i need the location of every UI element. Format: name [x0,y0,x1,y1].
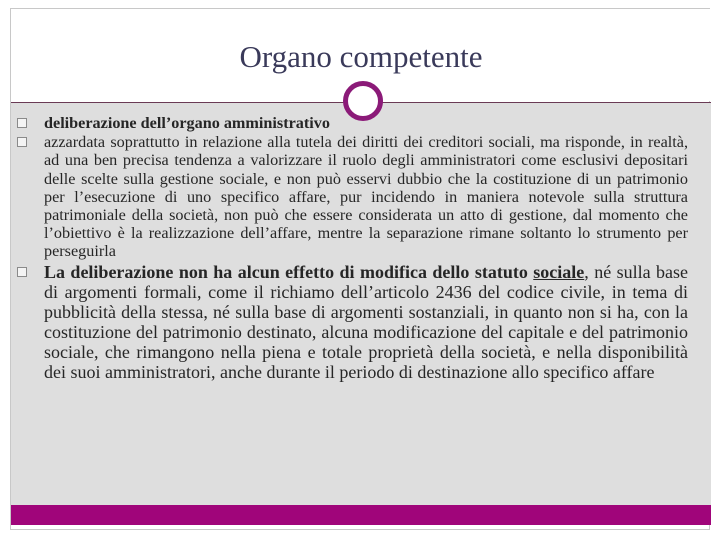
square-bullet-icon [17,267,27,277]
bullet-lead-underlined: sociale [533,261,585,282]
bullet-text: , né sulla base di argomenti formali, come il richiamo dell’articolo 2436 del codice civile, in tema di pubblicità della stessa, né sulla base di argomenti sostanziali, in quanto non si ha, con la costituzione del patrimonio destinato, alcuna modificazione del capitale e del patrimonio sociale, che rimangono nella piena e totale proprietà della società, e nella disponibilità dei suoi amministratori, anche durante il periodo di destinazione allo specifico affare [44,261,689,382]
bullet-lead: La deliberazione non ha alcun effetto di modifica dello statuto [44,261,528,282]
bullet-text: azzardata soprattutto in relazione alla tutela dei diritti dei creditori sociali, ma risponde, in realtà, ad una ben precisa tendenza a valorizzare il ruolo degli amministratori come esclusivi depositari delle scelte sulla gestione sociale, e non può esservi dubbio che la costituzione di un patrimonio per l’esecuzione di uno specifico affare, pur incidendo in maniera notevole sulla struttura patrimoniale della società, non può che essere considerata un atto di gestione, dal momento che l’obiettivo è la realizzazione dell’affare, mentre la separazione rimane soltanto lo strumento per perseguirla [44,133,688,261]
bullet-item [14,114,688,132]
slide-body [14,114,688,382]
slide-title: Organo competente [239,39,483,74]
footer-bar [11,505,711,525]
bullet-lead: deliberazione dell’organo amministrativo [44,114,330,132]
square-bullet-icon [17,118,27,128]
square-bullet-icon [17,137,27,147]
bullet-item [14,133,688,260]
bullet-item [14,262,688,382]
